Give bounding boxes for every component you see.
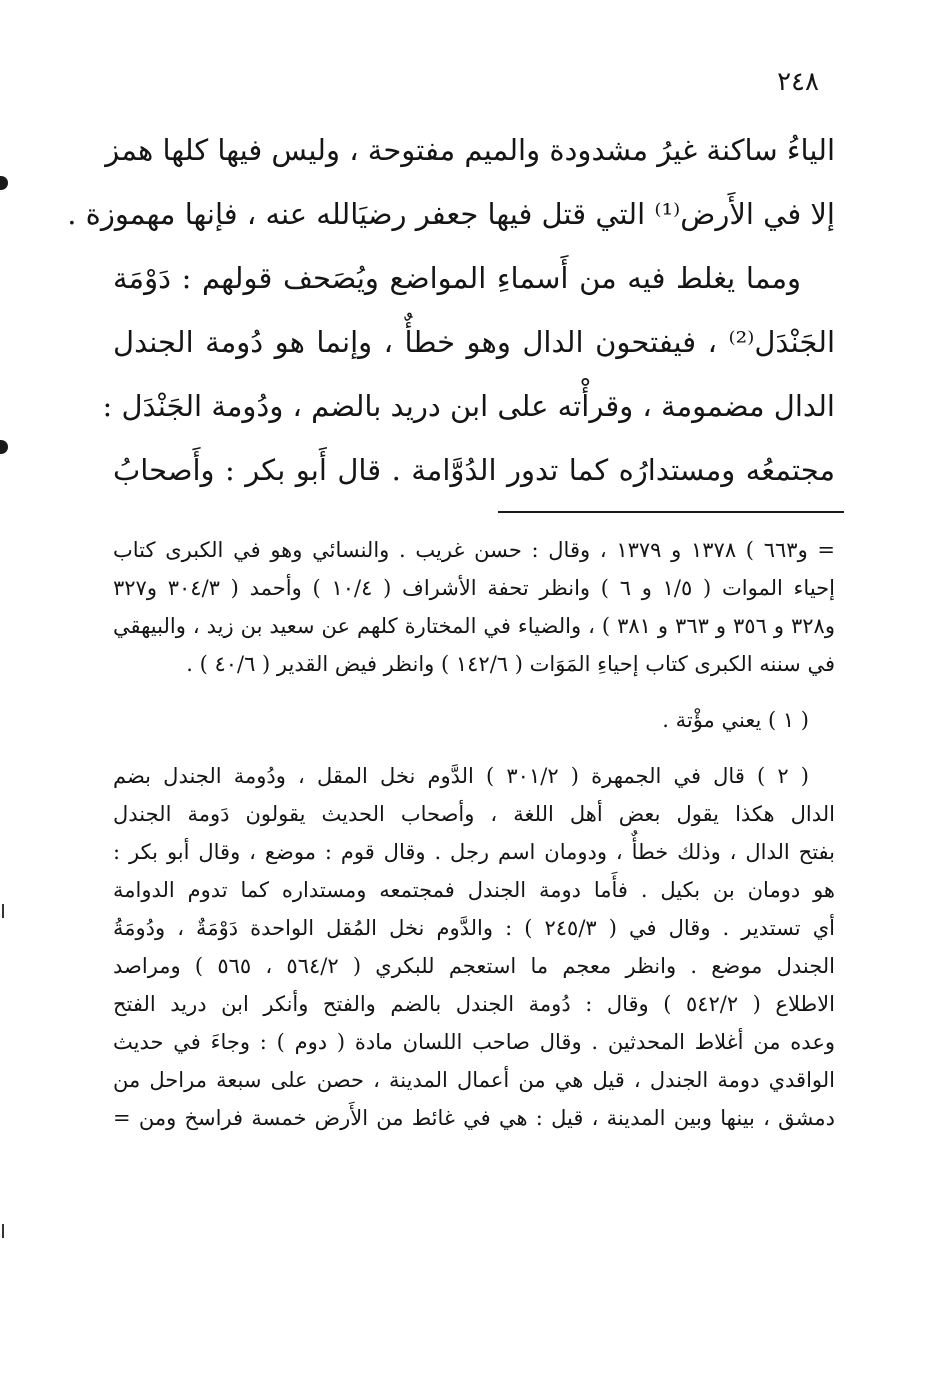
main-text-line: ومما يغلط فيه من أَسماءِ المواضع ويُصَحف قولهم : دَوْمَة: [113, 261, 801, 295]
footnote-2-line: هو دومان بن بكيل . فأَما دومة الجندل فمجتمعه ومستداره كما تدوم الدوامة: [113, 878, 835, 902]
footnote-2-line: الواقدي دومة الجندل ، قيل هي من أعمال المدينة ، حصن على سبعة مراحل من: [113, 1068, 835, 1092]
footnote-continuation-line: إحياء الموات ( ١/٥ و ٦ ) وانظر تحفة الأشراف ( ١٠/٤ ) وأحمد ( ٣٠٤/٣ و٣٢٧: [113, 576, 835, 600]
footnote-2-line: ( ٢ ) قال في الجمهرة ( ٣٠١/٢ ) الدَّوم نخل المقل ، ودُومة الجندل بضم: [113, 764, 810, 788]
main-text-line: الدال مضمومة ، وقرأْته على ابن دريد بالضم ، ودُومة الجَنْدَل :: [102, 389, 835, 423]
main-text-line: الجَنْدَل⁽²⁾ ، فيفتحون الدال وهو خطأٌ ، وإنما هو دُومة الجندل: [113, 325, 835, 359]
binding-hole-mark: [0, 440, 8, 454]
footnote-2-line: الجندل موضع . وانظر معجم ما استعجم للبكري ( ٥٦٤/٢ ، ٥٦٥ ) ومراصد: [113, 954, 835, 978]
main-text-block: [67, 118, 835, 502]
page-number: ٢٤٨: [777, 67, 819, 97]
main-text-line: مجتمعُه ومستدارُه كما تدور الدُوَّامة . قال أَبو بكر : وأَصحابُ: [113, 453, 835, 487]
footnote-2-line: دمشق ، بينها وبين المدينة ، قيل : هي في غائط من الأَرض خمسة فراسخ ومن =: [113, 1106, 835, 1130]
footnote-2-line: بفتح الدال ، وذلك خطأٌ ، ودومان اسم رجل . وقال قوم : موضع ، وقال أبو بكر :: [113, 840, 835, 864]
main-text-line: إلا في الأَرض⁽¹⁾ التي قتل فيها جعفر رضيَالله عنه ، فإنها مهموزة .: [67, 197, 835, 231]
footnote-separator: [498, 511, 844, 513]
footnote-continuation-line: = و٦٦٣ ) ١٣٧٨ و ١٣٧٩ ، وقال : حسن غريب . والنسائي وهو في الكبرى كتاب: [113, 538, 835, 562]
main-text-line: الياءُ ساكنة غيرُ مشدودة والميم مفتوحة ، وليس فيها كلها همز: [105, 133, 835, 167]
footnote-continuation-line: في سننه الكبرى كتاب إحياءِ المَوَات ( ١٤٢/٦ ) وانظر فيض القدير ( ٤٠/٦ ) .: [186, 652, 835, 676]
binding-hole-mark: [0, 176, 8, 190]
footnote-2-line: الاطلاع ( ٥٤٢/٢ ) وقال : دُومة الجندل بالضم والفتح وأنكر ابن دريد الفتح: [113, 992, 835, 1016]
margin-tick-mark: [2, 1224, 4, 1238]
footnote-2-line: الدال هكذا يقول بعض أهل اللغة ، وأصحاب الحديث يقولون دَومة الجندل: [113, 802, 835, 826]
footnote-continuation-line: و٣٢٨ و ٣٥٦ و ٣٦٣ و ٣٨١ ) ، والضياء في المختارة كلهم عن سعيد بن زيد ، والبيهقي: [113, 614, 835, 638]
footnotes-block: [113, 531, 835, 1137]
margin-tick-mark: [2, 904, 4, 918]
footnote-1: ( ١ ) يعني مؤْتة .: [662, 708, 809, 732]
footnote-2-line: وعده من أغلاط المحدثين . وقال صاحب اللسان مادة ( دوم ) : وجاءَ في حديث: [113, 1030, 835, 1054]
footnote-2-line: أي تستدير . وقال في ( ٢٤٥/٣ ) : والدَّوم نخل المُقل الواحدة دَوْمَةٌ ، ودُومَةُ: [113, 916, 835, 940]
